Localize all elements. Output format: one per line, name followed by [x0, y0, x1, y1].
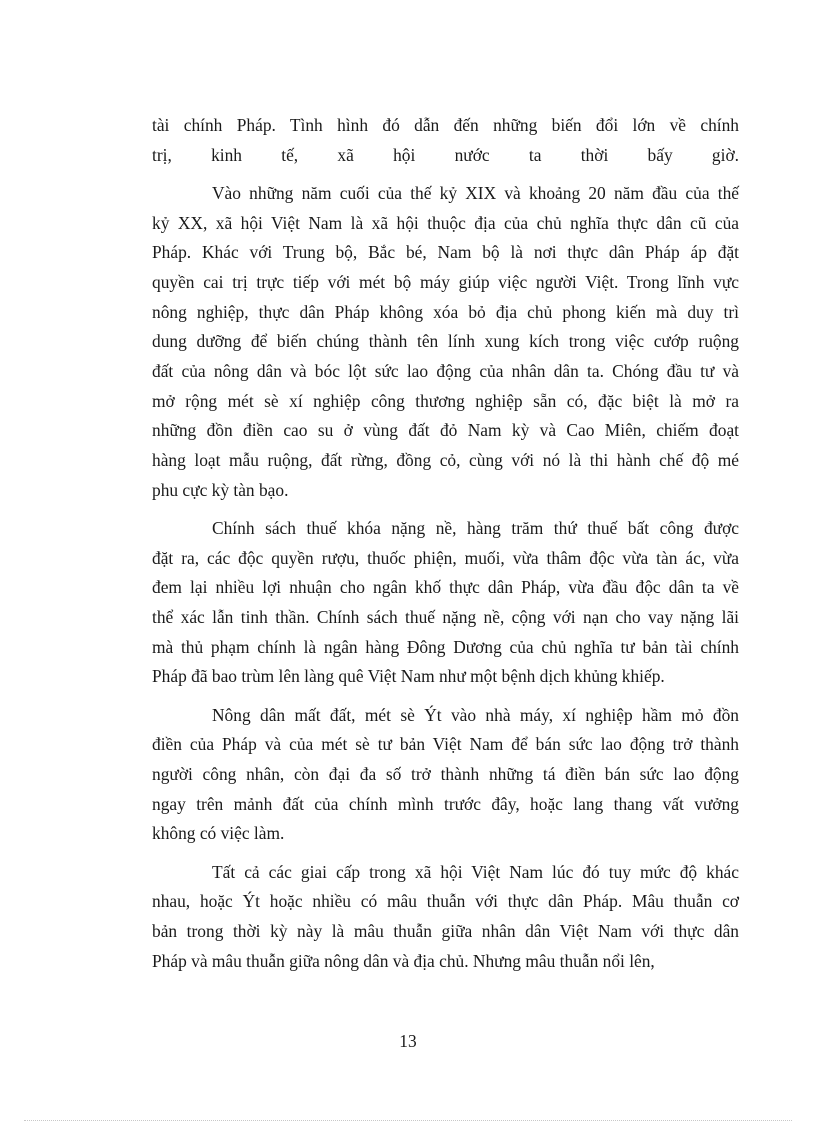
text-line: kỷ XX, xã hội Việt Nam là xã hội thuộc địa của chủ nghĩa thực dân cũ của	[152, 212, 739, 233]
paragraph-4	[152, 701, 739, 849]
text-line: Vào những năm cuối của thế kỷ XIX và khoảng 20 năm đầu của thế	[212, 182, 739, 203]
text-line: nông nghiệp, thực dân Pháp không xóa bỏ địa chủ phong kiến mà duy trì	[152, 301, 739, 322]
text-line: nhau, hoặc Ýt hoặc nhiều có mâu thuẫn với thực dân Pháp. Mâu thuẫn cơ	[152, 891, 739, 912]
text-line: bản trong thời kỳ này là mâu thuẫn giữa nhân dân Việt Nam với thực dân	[152, 920, 739, 941]
text-line: thể xác lẫn tinh thần. Chính sách thuế nặng nề, cộng với nạn cho vay nặng lãi	[152, 607, 739, 627]
text-line: trị, kinh tế, xã hội nước ta thời bấy giờ.	[152, 144, 739, 165]
text-line: Pháp và mâu thuẫn giữa nông dân và địa chủ. Nhưng mâu thuẫn nổi lên,	[152, 950, 655, 971]
text-line: Chính sách thuế khóa nặng nề, hàng trăm thứ thuế bất công được	[212, 517, 739, 538]
page-bottom-divider	[24, 1120, 792, 1121]
paragraph-2	[152, 179, 739, 506]
text-line: mà thủ phạm chính là ngân hàng Đông Dương của chủ nghĩa tư bản tài chính	[152, 636, 739, 657]
paragraph-5	[152, 858, 739, 977]
text-line: Nông dân mất đất, mét sè Ýt vào nhà máy, xí nghiệp hầm mỏ đồn	[212, 704, 739, 725]
paragraph-1	[152, 111, 739, 170]
text-line: không có việc làm.	[152, 823, 285, 844]
text-line: điền của Pháp và của mét sè tư bản Việt Nam để bán sức lao động trở thành	[152, 734, 739, 755]
text-line: Pháp đã bao trùm lên làng quê Việt Nam như một bệnh dịch khủng khiếp.	[152, 666, 665, 687]
text-line: hàng loạt mẫu ruộng, đất rừng, đồng cỏ, cùng với nó là thi hành chế độ mé	[152, 450, 739, 471]
text-line: đem lại nhiều lợi nhuận cho ngân khố thực dân Pháp, vừa đầu độc dân ta về	[152, 577, 739, 598]
text-line: phu cực kỳ tàn bạo.	[152, 479, 289, 500]
text-line: mở rộng mét sè xí nghiệp công thương nghiệp sẵn có, đặc biệt là mở ra	[152, 390, 739, 411]
document-body	[152, 111, 739, 976]
page-number: 13	[399, 1031, 417, 1051]
text-line: người công nhân, còn đại đa số trở thành những tá điền bán sức lao động	[152, 763, 739, 784]
text-line: quyền cai trị trực tiếp với mét bộ máy giúp việc người Việt. Trong lĩnh vực	[152, 271, 739, 292]
text-line: Pháp. Khác với Trung bộ, Bắc bé, Nam bộ là nơi thực dân Pháp áp đặt	[152, 242, 739, 263]
text-line: đất của nông dân và bóc lột sức lao động của nhân dân ta. Chóng đầu tư và	[152, 361, 739, 381]
text-line: dung dưỡng để biến chúng thành tên lính xung kích trong việc cướp ruộng	[152, 331, 739, 352]
text-line: ngay trên mảnh đất của chính mình trước đây, hoặc lang thang vất vưởng	[152, 793, 739, 814]
text-line: đặt ra, các độc quyền rượu, thuốc phiện, muối, vừa thâm độc vừa tàn ác, vừa	[152, 547, 739, 568]
text-line: những đồn điền cao su ở vùng đất đỏ Nam kỳ và Cao Miên, chiếm đoạt	[152, 420, 739, 441]
paragraph-3	[152, 514, 739, 692]
text-line: tài chính Pháp. Tình hình đó dẫn đến những biến đổi lớn về chính	[152, 115, 739, 135]
text-line: Tất cả các giai cấp trong xã hội Việt Nam lúc đó tuy mức độ khác	[212, 861, 739, 882]
